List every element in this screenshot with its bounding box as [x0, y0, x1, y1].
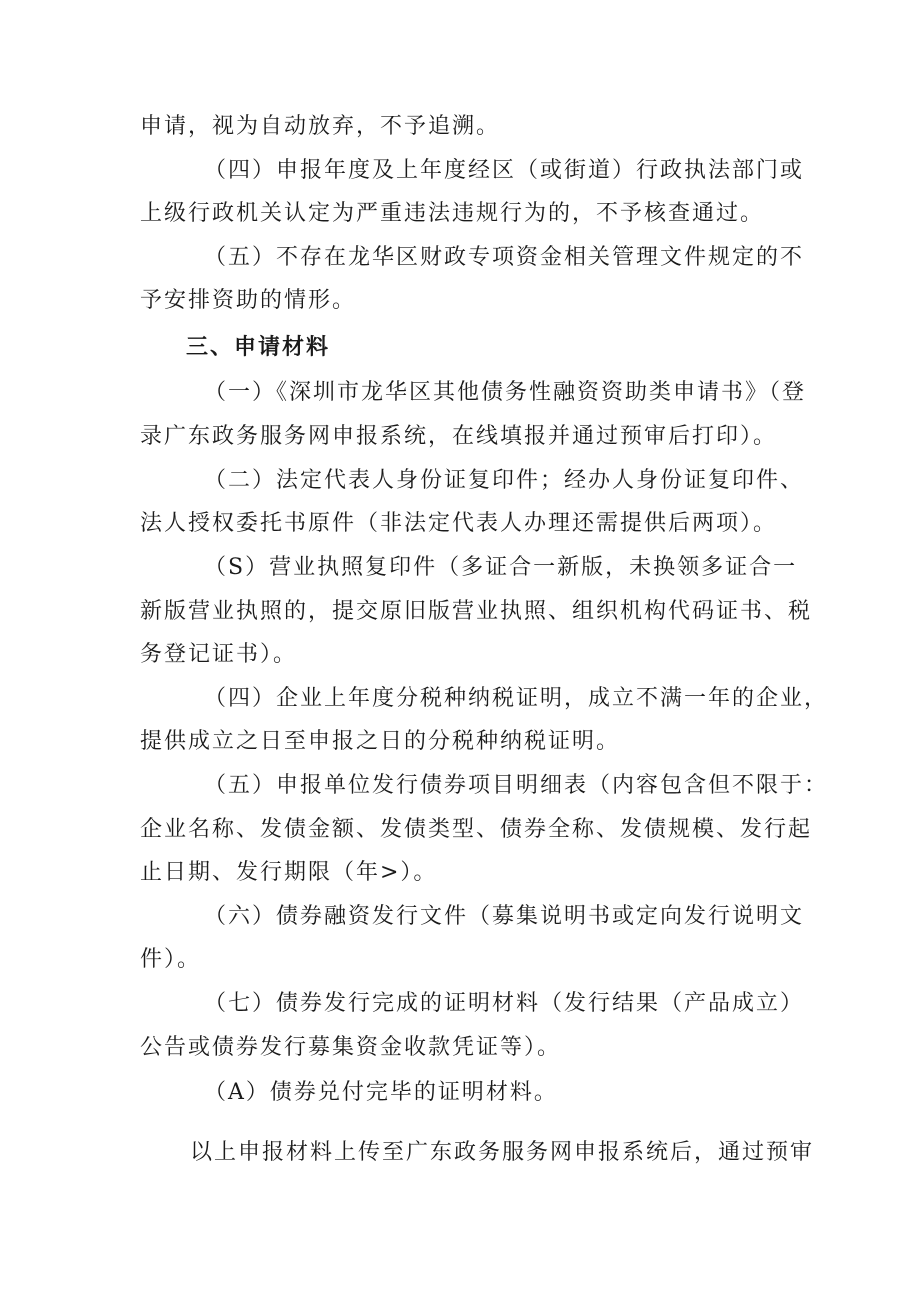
text-line: （二）法定代表人身份证复印件；经办人身份证复印件、 — [204, 468, 805, 493]
text-line: 提供成立之日至申报之日的分税种纳税证明。 — [140, 729, 621, 754]
text-line: 止日期、发行期限（年>）。 — [140, 860, 438, 885]
text-line: 务登记证书）。 — [140, 642, 298, 667]
text-line: （S）营业执照复印件（多证合一新版，未换领多证合一 — [204, 555, 798, 580]
text-line: 予安排资助的情形。 — [140, 288, 357, 313]
text-line: 申请，视为自动放弃，不予追溯。 — [140, 114, 501, 139]
text-line: （四）申报年度及上年度经区（或街道）行政执法部门或 — [204, 158, 805, 183]
text-line: 以上申报材料上传至广东政务服务网申报系统后，通过预审 — [190, 1140, 815, 1165]
text-line: （A）债券兑付完毕的证明材料。 — [204, 1080, 558, 1105]
text-line: 企业名称、发债金额、发债类型、债券全称、发债规模、发行起 — [140, 817, 813, 842]
text-line: 新版营业执照的，提交原旧版营业执照、组织机构代码证书、税 — [140, 599, 813, 624]
text-line: （一）《深圳市龙华区其他债务性融资资助类申请书》（登 — [204, 380, 807, 405]
text-line: 件）。 — [140, 947, 202, 972]
text-line: （四）企业上年度分税种纳税证明，成立不满一年的企业， — [204, 686, 829, 711]
text-line: 录广东政务服务网申报系统，在线填报并通过预审后打印）。 — [140, 424, 778, 449]
text-line: 公告或债券发行募集资金收款凭证等）。 — [140, 1035, 562, 1060]
text-line: （六）债券融资发行文件（募集说明书或定向发行说明文 — [204, 904, 805, 929]
text-line: （五）不存在龙华区财政专项资金相关管理文件规定的不 — [204, 245, 805, 270]
text-line: （七）债券发行完成的证明材料（发行结果（产品成立） — [204, 991, 805, 1016]
text-line: 上级行政机关认定为严重违法违规行为的，不予核查通过。 — [140, 201, 765, 226]
text-line: 法人授权委托书原件（非法定代表人办理还需提供后两项）。 — [140, 511, 778, 536]
section-heading: 三、申请材料 — [186, 335, 331, 360]
text-line: （五）申报单位发行债券项目明细表（内容包含但不限于： — [204, 773, 829, 798]
